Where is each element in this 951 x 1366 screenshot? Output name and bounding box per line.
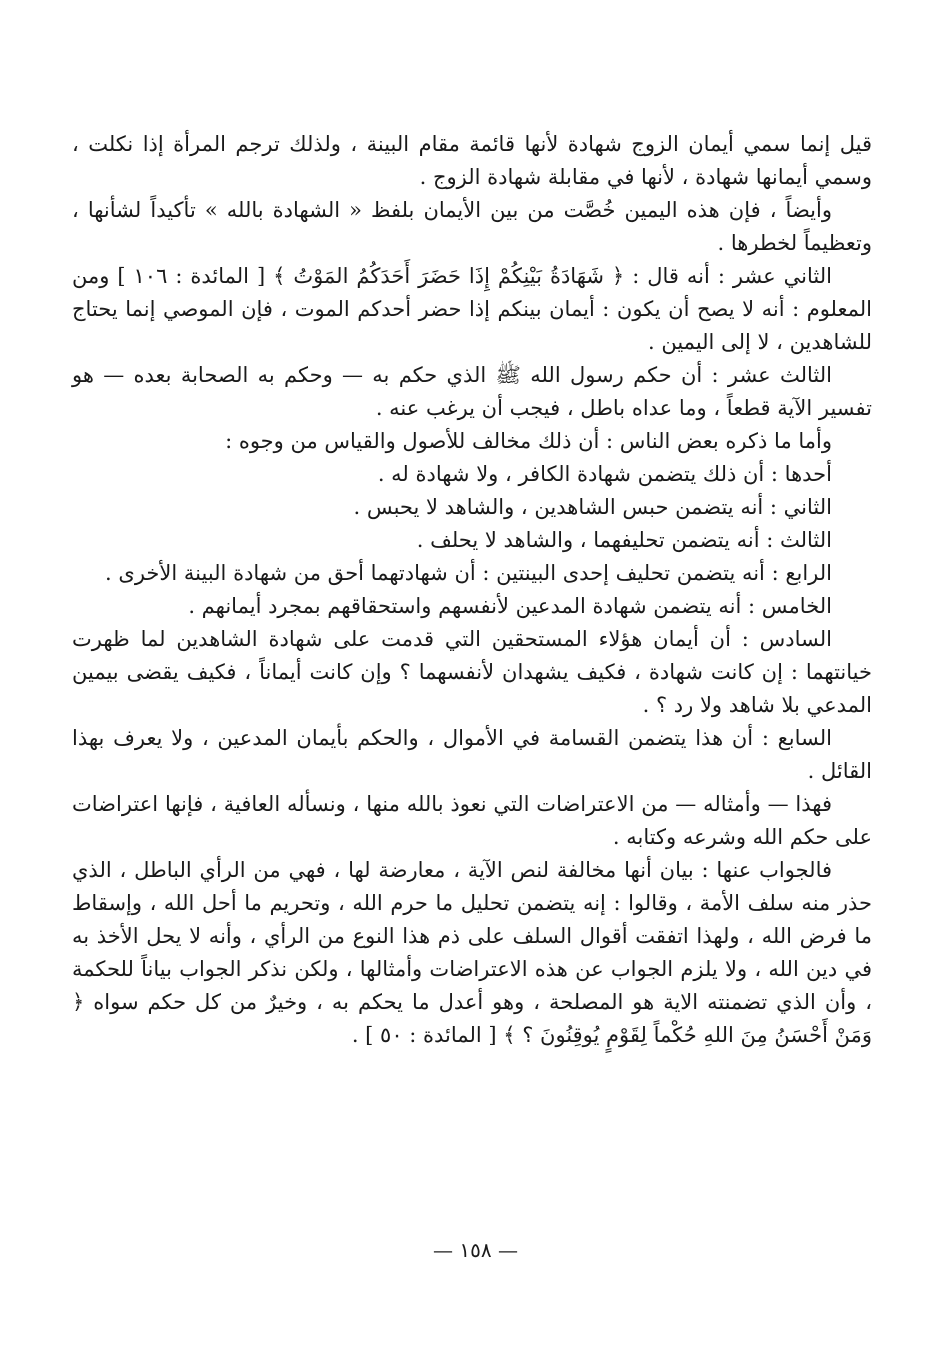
paragraph-7: فالجواب عنها : بيان أنها مخالفة لنص الآية ، معارضة لها ، فهي من الرأي الباطل ، الذي حذر منه سلف الأمة ، وقالوا : إنه يتضمن تحليل ما حرم الله ، وتحريم ما أحل الله ، وإسقاط ما فرض الله ، ولهذا اتفقت أقوال السلف على ذم هذا النوع من الرأي ، وأنه لا يحل الأخذ به في دين الله ، ولا يلزم الجواب عن هذه الاعتراضات وأمثالها ، ولكن نذكر الجواب بياناً للحكمة ، وأن الذي تضمنته الاية هو المصلحة ، وهو أعدل ما يحكم به ، وخيرٌ من كل حكم سواه ﴿ وَمَنْ أَحْسَنُ مِنَ اللهِ حُكْماً لِقَوْمٍ يُوقِنُونَ ؟ ﴾ [ المائدة : ٥٠ ] . <box>72 858 873 1047</box>
list-item-7: السابع : أن هذا يتضمن القسامة في الأموال ، والحكم بأيمان المدعين ، ولا يعرف بهذا القائل . <box>72 726 872 783</box>
paragraph-1: قيل إنما سمي أيمان الزوج شهادة لأنها قائمة مقام البينة ، ولذلك ترجم المرأة إذا نكلت ، وسمي أيمانها شهادة ، لأنها في مقابلة شهادة الزوج . <box>72 132 872 189</box>
paragraph-5: وأما ما ذكره بعض الناس : أن ذلك مخالف للأصول والقياس من وجوه : <box>225 429 832 453</box>
paragraph-3: الثاني عشر : أنه قال : ﴿ شَهَادَةُ بَيْنِكُمْ إِذَا حَضَرَ أَحَدَكُمُ المَوْتُ ﴾ [ المائدة : ١٠٦ ] ومن المعلوم : أنه لا يصح أن يكون : أيمان بينكم إذا حضر أحدكم الموت ، فإن الموصي إنما يحتاج للشاهدين ، لا إلى اليمين . <box>72 264 873 354</box>
page-number: — ١٥٨ — <box>433 1238 518 1262</box>
paragraph-2: وأيضاً ، فإن هذه اليمين خُصَّت من بين الأيمان بلفظ « الشهادة بالله » تأكيداً لشأنها ، وتعظيماً لخطرها . <box>72 198 872 255</box>
list-item-2: الثاني : أنه يتضمن حبس الشاهدين ، والشاهد لا يحبس . <box>353 495 832 519</box>
paragraph-4: الثالث عشر : أن حكم رسول الله ﷺ الذي حكم به — وحكم به الصحابة بعده — هو تفسير الآية قطعاً ، وما عداه باطل ، فيجب أن يرغب عنه . <box>72 363 872 420</box>
list-item-5: الخامس : أنه يتضمن شهادة المدعين لأنفسهم واستحقاقهم بمجرد أيمانهم . <box>188 594 832 618</box>
list-item-6: السادس : أن أيمان هؤلاء المستحقين التي قدمت على شهادة الشاهدين لما ظهرت خيانتهما : إن كانت شهادة ، فكيف يشهدان لأنفسهما ؟ وإن كانت أيماناً ، فكيف يقضى بيمين المدعي بلا شاهد ولا رد ؟ . <box>72 627 872 717</box>
list-item-3: الثالث : أنه يتضمن تحليفهما ، والشاهد لا يحلف . <box>416 528 832 552</box>
list-item-1: أحدها : أن ذلك يتضمن شهادة الكافر ، ولا شهادة له . <box>377 462 832 486</box>
list-item-4: الرابع : أنه يتضمن تحليف إحدى البينتين : أن شهادتهما أحق من شهادة البينة الأخرى . <box>105 561 832 585</box>
body-text <box>72 128 872 1052</box>
paragraph-6: فهذا — وأمثاله — من الاعتراضات التي نعوذ بالله منها ، ونسأله العافية ، فإنها اعتراضات على حكم الله وشرعه وكتابه . <box>72 792 872 849</box>
